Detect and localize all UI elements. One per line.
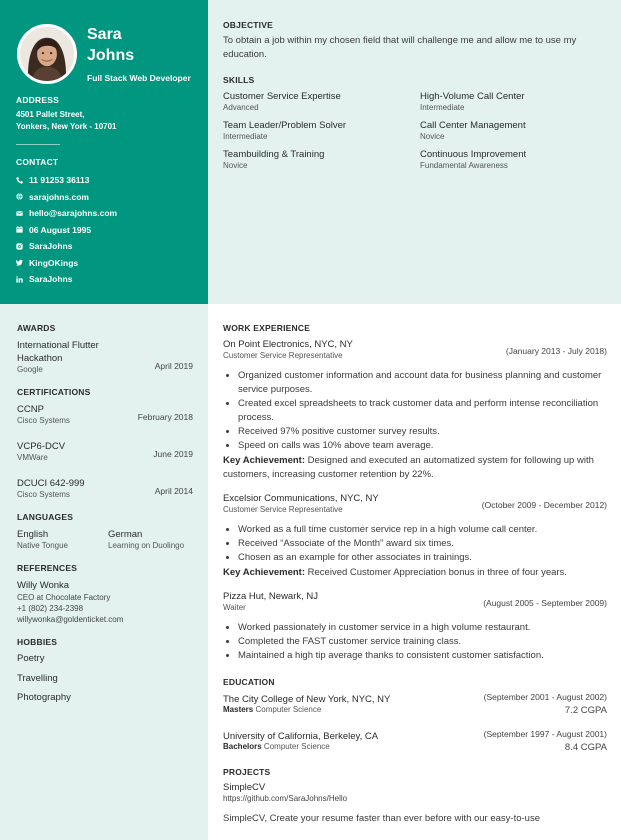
cert-org: Cisco Systems [17, 416, 70, 425]
job-bullet: • Received 97% positive customer survey results. [238, 425, 607, 439]
education-row [223, 742, 607, 753]
skill-level: Intermediate [420, 103, 465, 112]
skill-item [420, 91, 600, 113]
language-name: German [108, 529, 143, 540]
job-bullet: • Speed on calls was 10% above team average. [238, 439, 607, 453]
address-lines [16, 109, 117, 133]
job-header [223, 339, 607, 361]
education-section [223, 677, 607, 753]
education-dates: (September 2001 - August 2002) [483, 692, 607, 702]
hobby-item: Photography [17, 692, 71, 703]
award-item [17, 339, 193, 375]
twitter-icon [16, 259, 29, 266]
contact-twitter[interactable] [16, 255, 117, 272]
skill-name: Customer Service Expertise [223, 91, 341, 102]
contact-email[interactable] [16, 205, 117, 222]
education-degree [223, 705, 321, 714]
skills-grid [223, 91, 607, 171]
phone-icon [16, 177, 29, 184]
award-date: April 2019 [154, 361, 193, 371]
education-grade: 7.2 CGPA [564, 705, 607, 716]
cert-org: VMWare [17, 453, 48, 462]
avatar-photo [20, 27, 74, 81]
languages-section [17, 512, 193, 551]
profile-panel [0, 0, 208, 304]
skill-name: High-Volume Call Center [420, 91, 525, 102]
contact-text: 06 August 1995 [29, 224, 92, 235]
contact-website[interactable] [16, 189, 117, 206]
job-company: On Point Electronics, NYC, NY [223, 339, 353, 350]
hobby-item: Travelling [17, 672, 58, 684]
cert-org: Cisco Systems [17, 490, 70, 499]
hobbies-list [17, 649, 193, 708]
job-position: Customer Service Representative [223, 505, 343, 514]
skill-name: Team Leader/Problem Solver [223, 120, 347, 131]
job-bullet: • Created excel spreadsheets to track customer data and perform intense reconciliation process. [238, 397, 607, 425]
skill-level: Novice [223, 161, 248, 170]
cert-item [17, 440, 193, 463]
linkedin-icon [16, 276, 29, 283]
job-bullet: • Received “Associate of the Month” award six times. [238, 537, 607, 551]
contact-instagram[interactable] [16, 238, 117, 255]
languages-heading: LANGUAGES [17, 512, 74, 522]
skills-heading: SKILLS [223, 75, 255, 85]
contact-text: sarajohns.com [29, 191, 89, 202]
certifications-heading: CERTIFICATIONS [17, 387, 91, 397]
address-section [16, 95, 117, 133]
cert-title: CCNP [17, 404, 44, 415]
contact-linkedin[interactable] [16, 271, 117, 288]
certifications-section [17, 387, 193, 500]
job-bullet: • Worked as a full time customer service rep in a high volume call center. [238, 523, 607, 537]
awards-heading: AWARDS [17, 323, 56, 333]
project-description: SimpleCV, Create your resume faster than ever before with our easy-to-use [223, 813, 540, 824]
skill-level: Novice [420, 132, 445, 141]
degree-field: Computer Science [263, 742, 330, 751]
work-heading: WORK EXPERIENCE [223, 323, 311, 333]
job-achievement [223, 454, 607, 482]
cert-title: DCUCI 642-999 [17, 478, 85, 489]
education-school: The City College of New York, NYC, NY [223, 694, 391, 705]
references-heading: REFERENCES [17, 563, 78, 573]
avatar [17, 24, 77, 84]
skill-level: Fundamental Awareness [420, 161, 508, 170]
achievement-label: Key Achievement: [223, 567, 306, 578]
skill-level: Intermediate [223, 132, 268, 141]
skill-name: Call Center Management [420, 120, 526, 131]
job-entry [223, 493, 607, 580]
contact-text: SaraJohns [29, 274, 73, 285]
reference-title: CEO at Chocolate Factory [17, 593, 111, 602]
language-level: Native Tongue [17, 541, 68, 550]
cert-title: VCP6-DCV [17, 441, 66, 452]
job-header [223, 591, 607, 613]
contact-text: 11 91253 36113 [29, 175, 90, 186]
contact-text: hello@sarajohns.com [29, 208, 118, 219]
degree-field: Computer Science [255, 705, 322, 714]
instagram-icon [16, 243, 29, 250]
cert-date: April 2014 [154, 486, 193, 496]
job-bullet: • Worked passionately in customer service in a high volume restaurant. [238, 621, 607, 635]
language-item [108, 528, 198, 551]
references-section [17, 563, 193, 625]
first-name: Sara [87, 26, 122, 43]
language-item [17, 528, 108, 551]
awards-section [17, 323, 193, 375]
education-school: University of California, Berkeley, CA [223, 731, 379, 742]
education-degree [223, 742, 330, 751]
job-bullets [223, 621, 607, 663]
job-bullets [223, 523, 607, 565]
project-name: SimpleCV [223, 782, 266, 793]
cert-date: February 2018 [137, 412, 193, 422]
language-name: English [17, 529, 49, 540]
job-position: Waiter [223, 603, 246, 612]
objective-text: To obtain a job within my chosen field that will challenge me and allow me to use my education. [223, 35, 577, 60]
job-company: Excelsior Communications, NYC, NY [223, 493, 379, 504]
education-grade: 8.4 CGPA [564, 742, 607, 753]
globe-icon [16, 193, 29, 200]
education-row [223, 705, 607, 716]
calendar-icon [16, 226, 29, 233]
education-item [223, 687, 607, 716]
education-item [223, 724, 607, 753]
skill-item [223, 120, 420, 142]
section-divider [16, 144, 60, 145]
cert-item [17, 403, 193, 426]
address-line-2: Yonkers, New York - 10701 [16, 122, 117, 131]
skill-item [223, 149, 420, 171]
contact-text: SaraJohns [29, 241, 73, 252]
projects-heading: PROJECTS [223, 767, 271, 777]
skill-level: Advanced [223, 103, 259, 112]
address-heading: ADDRESS [16, 95, 59, 105]
resume-top [0, 0, 621, 304]
job-dates: (October 2009 - December 2012) [481, 500, 607, 510]
projects-section [223, 767, 607, 826]
award-org: Google [17, 365, 43, 374]
hobby-item: Poetry [17, 653, 45, 664]
degree-name: Bachelors [223, 742, 262, 751]
last-name: Johns [87, 47, 135, 64]
profile-role: Full Stack Web Developer [87, 73, 191, 83]
achievement-label: Key Achievement: [223, 455, 306, 466]
contact-birthday [16, 222, 117, 239]
job-entry [223, 591, 607, 663]
job-bullet: • Chosen as an example for other associates in trainings. [238, 551, 607, 565]
cert-date: June 2019 [153, 449, 193, 459]
profile-name [87, 24, 134, 66]
job-bullets [223, 369, 607, 453]
job-achievement [223, 566, 607, 580]
reference-name: Willy Wonka [17, 580, 70, 591]
contact-text: KingOKings [29, 257, 79, 268]
contact-phone[interactable] [16, 172, 117, 189]
hobbies-section [17, 637, 193, 708]
award-title: International Flutter Hackathon [17, 340, 99, 364]
job-bullet: • Organized customer information and account data for business planning and customer service purposes. [238, 369, 607, 397]
project-url[interactable]: https://github.com/SaraJohns/Hello [223, 794, 348, 803]
skill-name: Continuous Improvement [420, 149, 527, 160]
education-row [223, 724, 607, 742]
skills-section [223, 75, 607, 171]
mail-icon [16, 210, 29, 217]
cert-item [17, 477, 193, 500]
reference-phone: +1 (802) 234-2398 [17, 604, 84, 613]
objective-heading: OBJECTIVE [223, 20, 273, 30]
contact-heading: CONTACT [16, 157, 59, 167]
address-line-1: 4501 Pallet Street, [16, 110, 85, 119]
job-position: Customer Service Representative [223, 351, 343, 360]
experience-panel [208, 304, 621, 840]
reference-email: willywonka@goldenticket.com [17, 615, 124, 624]
summary-panel [208, 0, 621, 304]
achievement-text: Received Customer Appreciation bonus in three of four years. [307, 567, 567, 578]
job-entry [223, 339, 607, 482]
contact-section [16, 157, 117, 288]
languages-grid [17, 528, 193, 551]
degree-name: Masters [223, 705, 254, 714]
details-sidebar [0, 304, 208, 840]
job-bullet: • Maintained a high tip average thanks to consistent customer satisfaction. [238, 649, 607, 663]
education-dates: (September 1997 - August 2001) [483, 729, 607, 739]
hobbies-heading: HOBBIES [17, 637, 58, 647]
contact-list [16, 172, 117, 288]
job-dates: (August 2005 - September 2009) [483, 598, 607, 608]
skill-name: Teambuilding & Training [223, 149, 325, 160]
education-row [223, 687, 607, 705]
job-dates: (January 2013 - July 2018) [505, 346, 607, 356]
skill-item [420, 149, 600, 171]
job-header [223, 493, 607, 515]
language-level: Learning on Duolingo [108, 541, 185, 550]
job-company: Pizza Hut, Newark, NJ [223, 591, 319, 602]
skill-item [420, 120, 600, 142]
achievement-text: Designed and executed an automatized system for following up with customers, increasing customer retention by 22%. [223, 455, 594, 480]
education-heading: EDUCATION [223, 677, 275, 687]
job-bullet: • Completed the FAST customer service training class. [238, 635, 607, 649]
skill-item [223, 91, 420, 113]
